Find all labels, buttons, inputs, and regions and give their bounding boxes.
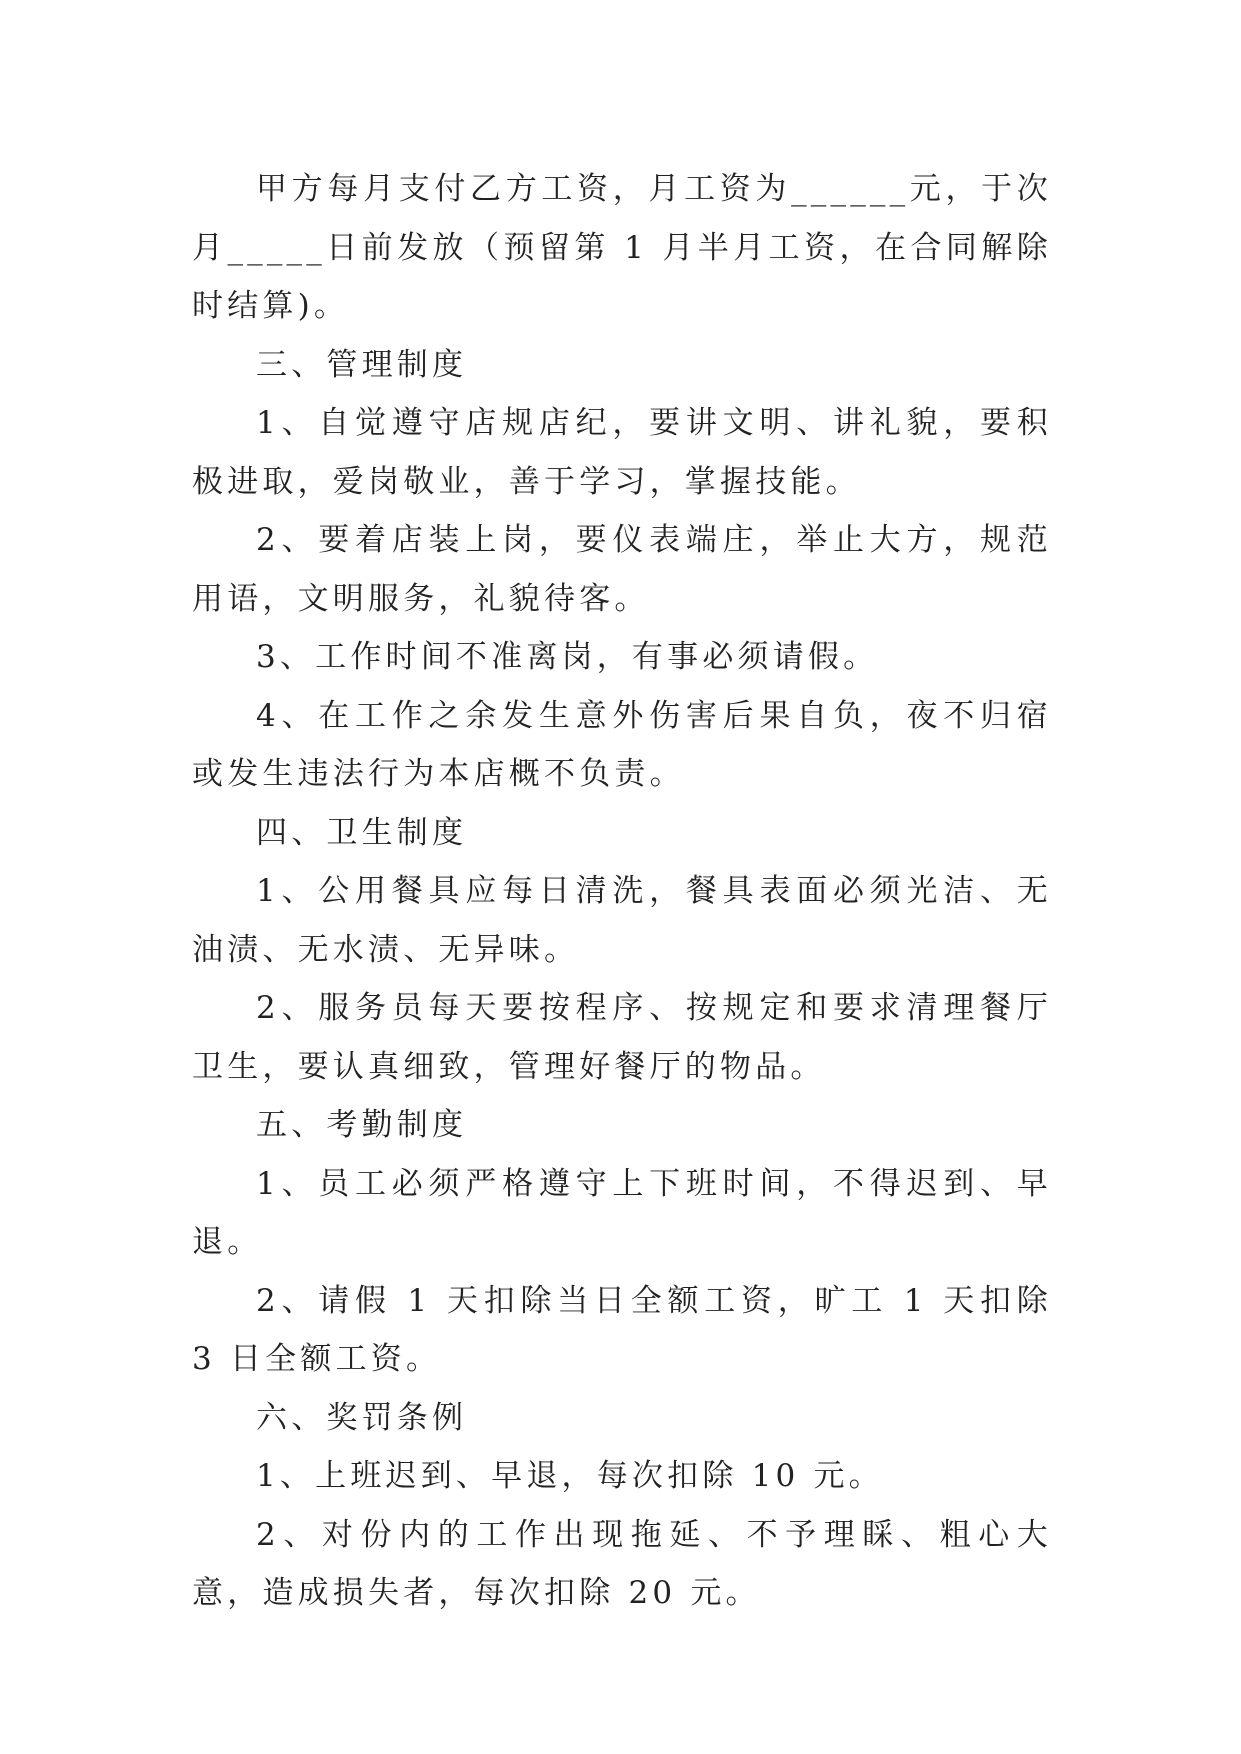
section-heading-hygiene: 四、卫生制度: [256, 814, 468, 851]
management-rule-4: 4、在工作之余发生意外伤害后果自负，夜不归宿或发生违法行为本店概不负责。: [192, 697, 1052, 792]
management-rule-3: 3、工作时间不准离岗，有事必须请假。: [256, 639, 879, 675]
hygiene-rule-1: 1、公用餐具应每日清洗，餐具表面必须光洁、无油渍、无水渍、无异味。: [192, 873, 1052, 968]
salary-paragraph: 甲方每月支付乙方工资，月工资为______元，于次月_____日前发放（预留第 1 月半月工资，在合同解除时结算)。: [192, 171, 1052, 324]
document-body: [192, 160, 1052, 1623]
attendance-rule-1: 1、员工必须严格遵守上下班时间，不得迟到、早退。: [192, 1165, 1052, 1260]
section-heading-attendance: 五、考勤制度: [256, 1107, 468, 1143]
section-heading-management: 三、管理制度: [256, 346, 468, 383]
management-rule-1: 1、自觉遵守店规店纪，要讲文明、讲礼貌，要积极进取，爱岗敬业，善于学习，掌握技能。: [192, 405, 1052, 500]
hygiene-rule-2: 2、服务员每天要按程序、按规定和要求清理餐厅卫生，要认真细致，管理好餐厅的物品。: [192, 990, 1052, 1085]
penalty-rule-1: 1、上班迟到、早退，每次扣除 10 元。: [256, 1458, 884, 1494]
penalty-rule-2: 2、对份内的工作出现拖延、不予理睬、粗心大意，造成损失者，每次扣除 20 元。: [192, 1516, 1052, 1611]
section-heading-rewards-penalties: 六、奖罚条例: [256, 1399, 468, 1436]
management-rule-2: 2、要着店装上岗，要仪表端庄，举止大方，规范用语，文明服务，礼貌待客。: [192, 522, 1052, 617]
attendance-rule-2: 2、请假 1 天扣除当日全额工资，旷工 1 天扣除 3 日全额工资。: [192, 1282, 1052, 1377]
